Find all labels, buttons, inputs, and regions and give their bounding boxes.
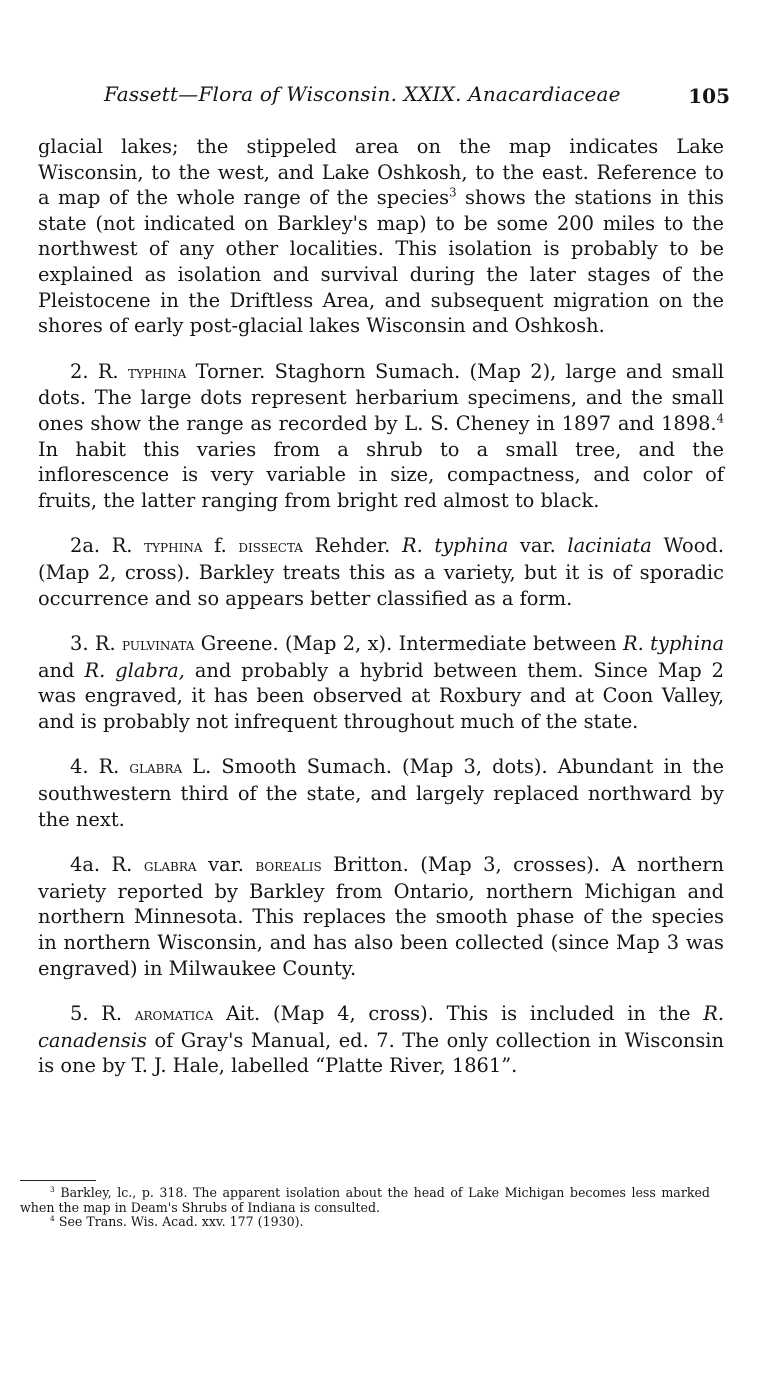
species-number: 2a. R.	[70, 534, 133, 558]
species-entry-4a	[38, 852, 724, 981]
species-number: 4a. R.	[70, 853, 133, 877]
text-run: of Gray's Manual, ed. 7. The only collection in Wisconsin is one by T. J. Hale, labelled “Platte River, 1861”.	[38, 1028, 724, 1078]
text-run: L. Smooth Sumach. (Map 3, dots). Abundant in the southwestern third of the state, and largely replaced northward by the next.	[38, 755, 724, 831]
running-head: Fassett—Flora of Wisconsin. XXIX. Anacardiaceae	[104, 82, 621, 106]
species-entry-2a	[38, 533, 724, 611]
footnote-ref: 3	[449, 185, 457, 200]
authority: Rehder.	[302, 534, 402, 558]
species-entry-3	[38, 631, 724, 734]
text-run: Greene. (Map 2, x). Intermediate between	[194, 632, 623, 656]
species-number: 3. R.	[70, 632, 116, 656]
species-epithet: glabra	[129, 757, 183, 779]
text-run: var.	[508, 534, 568, 558]
species-epithet: typhina	[127, 361, 187, 383]
text-run: shows the stations in this state (not indicated on Barkley's map) to be some 200 miles to the northwest of any other localities. This isolation is probably to be explained as isolation and survival during the later stages of the Pleistocene in the Driftless Area, and subsequent migration on the shores of early post-glacial lakes Wisconsin and Oshkosh.	[38, 186, 724, 338]
text-run: and	[38, 658, 85, 682]
synonym-variety: laciniata	[567, 534, 652, 558]
footnote-mark: 3	[50, 1184, 55, 1194]
species-ref: R. glabra,	[84, 658, 185, 682]
body-text	[38, 134, 724, 1099]
species-entry-4	[38, 754, 724, 832]
paragraph-intro	[38, 134, 724, 339]
species-ref: R. typhina	[623, 632, 725, 656]
species-entry-2	[38, 359, 724, 514]
text-run: glacial lakes; the stippeled area on the map indicates Lake Wisconsin, to the west, and Lake Oshkosh, to the east. Reference to a map of the whole range of the species	[38, 135, 724, 210]
page-header	[104, 82, 734, 114]
footnote-3	[20, 1186, 710, 1215]
synonym: R. typhina	[401, 534, 509, 558]
text-run: In habit this varies from a shrub to a small tree, and the inflorescence is very variable in size, compactness, and color of fruits, the latter ranging from bright red almost to black.	[38, 437, 724, 512]
text-run: Wood. (Map 2, cross). Barkley treats this as a variety, but it is of sporadic occurrence and so appears better classified as a form.	[38, 534, 724, 610]
species-number: 4. R.	[70, 755, 120, 779]
footnote-ref: 4	[716, 411, 724, 426]
species-epithet: glabra	[143, 855, 197, 877]
text-run: Torner. Staghorn Sumach. (Map 2), large and small dots. The large dots represent herbarium specimens, and the small ones show the range as recorded by L. S. Cheney in 1897 and 1898.	[38, 359, 724, 435]
text-run: f.	[202, 534, 239, 558]
variety-name: borealis	[255, 855, 322, 877]
species-epithet: pulvinata	[121, 634, 195, 656]
footnotes	[20, 1186, 710, 1230]
text-run: and probably a hybrid between them. Since Map 2 was engraved, it has been observed at Roxbury and at Coon Valley, and is probably not infrequent throughout much of the state.	[38, 658, 724, 733]
page-number: 105	[688, 84, 730, 108]
species-epithet: typhina	[144, 536, 203, 558]
species-number: 2. R.	[70, 359, 119, 383]
footnote-text: See Trans. Wis. Acad. xxv. 177 (1930).	[54, 1214, 304, 1229]
species-entry-5	[38, 1001, 724, 1079]
form-name: dissecta	[238, 536, 303, 558]
footnote-rule	[20, 1180, 96, 1181]
synonym: R. canadensis	[38, 1002, 724, 1052]
footnote-4	[20, 1215, 710, 1230]
footnote-mark: 4	[50, 1213, 55, 1223]
species-number: 5. R.	[70, 1002, 123, 1026]
species-epithet: aromatica	[134, 1004, 214, 1026]
footnote-text: Barkley, lc., p. 318. The apparent isolation about the head of Lake Michigan becomes less marked when the map in Deam's Shrubs of Indiana is consulted.	[20, 1185, 710, 1215]
text-run: Britton. (Map 3, crosses). A northern variety reported by Barkley from Ontario, northern Michigan and northern Minnesota. This replaces the smooth phase of the species in northern Wisconsin, and has also been collected (since Map 3 was engraved) in Milwaukee County.	[38, 853, 724, 980]
text-run: Ait. (Map 4, cross). This is included in the	[213, 1002, 704, 1026]
text-run: var.	[196, 853, 256, 877]
